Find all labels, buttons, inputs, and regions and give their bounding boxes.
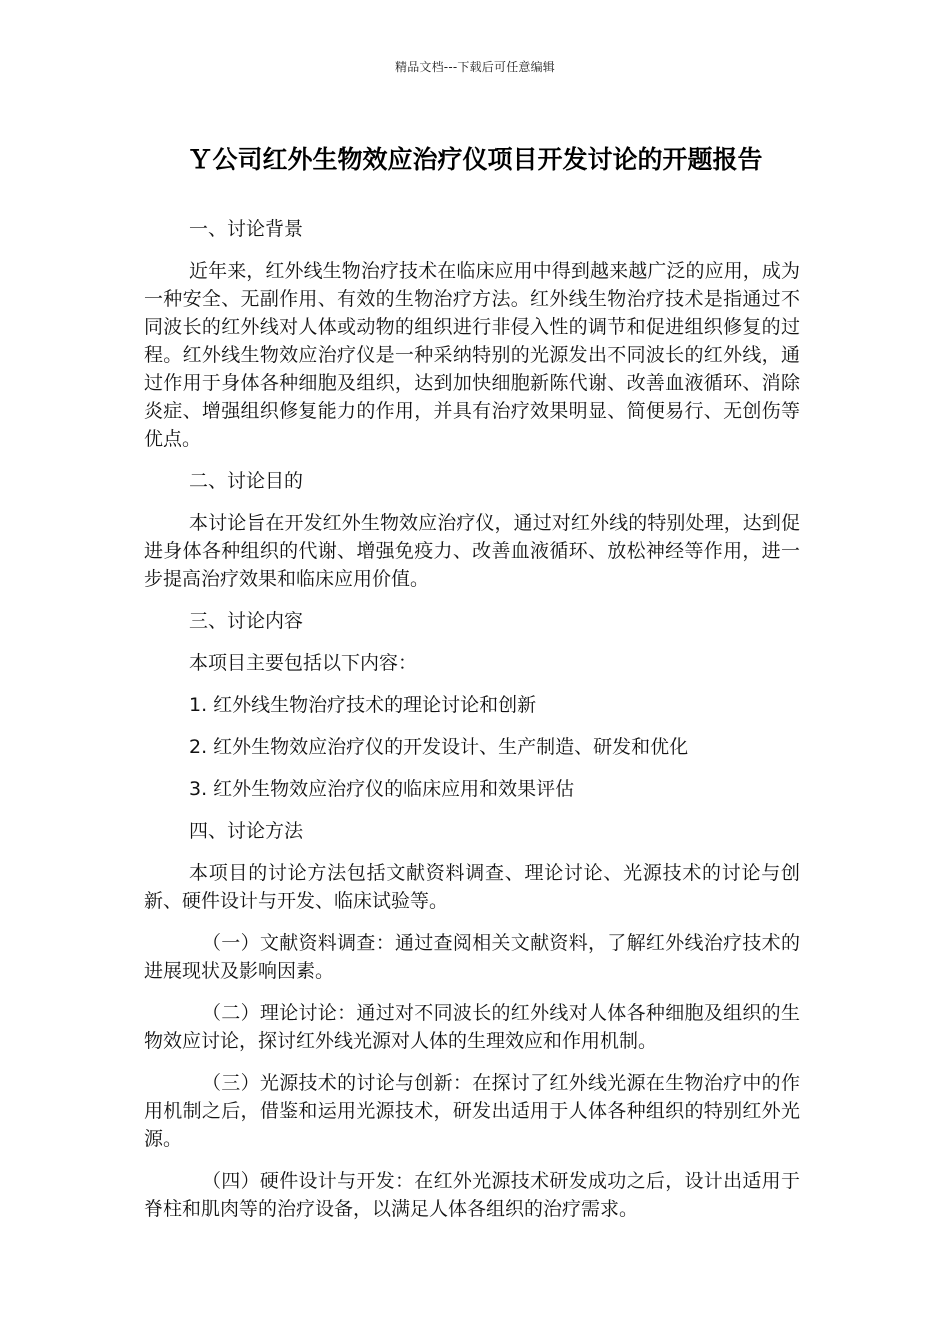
method-literature: （一）文献资料调查：通过查阅相关文献资料，了解红外线治疗技术的进展现状及影响因素。 [144,932,800,982]
document-title: Ｙ公司红外生物效应治疗仪项目开发讨论的开题报告 [187,145,763,174]
paragraph-content-intro: 本项目主要包括以下内容： [189,652,418,674]
paragraph-methods: 本项目的讨论方法包括文献资料调查、理论讨论、光源技术的讨论与创新、硬件设计与开发、临床试验等。 [144,862,800,912]
document-body [144,215,800,1237]
method-light-source: （三）光源技术的讨论与创新：在探讨了红外线光源在生物治疗中的作用机制之后，借鉴和运用光源技术，研发出适用于人体各种组织的特别红外光源。 [144,1072,800,1150]
list-item-2: 2. 红外生物效应治疗仪的开发设计、生产制造、研发和优化 [189,736,689,758]
paragraph-purpose: 本讨论旨在开发红外生物效应治疗仪，通过对红外线的特别处理，达到促进身体各种组织的代谢、增强免疫力、改善血液循环、放松神经等作用，进一步提高治疗效果和临床应用价值。 [144,512,800,590]
section-heading-methods: 四、讨论方法 [189,820,304,842]
list-item-1: 1. 红外线生物治疗技术的理论讨论和创新 [189,694,537,716]
section-heading-background: 一、讨论背景 [189,218,304,240]
section-heading-content: 三、讨论内容 [189,610,304,632]
method-theory: （二）理论讨论：通过对不同波长的红外线对人体各种细胞及组织的生物效应讨论，探讨红外线光源对人体的生理效应和作用机制。 [144,1002,800,1052]
paragraph-background: 近年来，红外线生物治疗技术在临床应用中得到越来越广泛的应用，成为一种安全、无副作用、有效的生物治疗方法。红外线生物治疗技术是指通过不同波长的红外线对人体或动物的组织进行非侵入性的调节和促进组织修复的过程。红外线生物效应治疗仪是一种采纳特别的光源发出不同波长的红外线，通过作用于身体各种细胞及组织，达到加快细胞新陈代谢、改善血液循环、消除炎症、增强组织修复能力的作用，并具有治疗效果明显、简便易行、无创伤等优点。 [144,260,800,450]
section-heading-purpose: 二、讨论目的 [189,470,304,492]
method-hardware: （四）硬件设计与开发：在红外光源技术研发成功之后，设计出适用于脊柱和肌肉等的治疗设备，以满足人体各组织的治疗需求。 [144,1170,800,1220]
header-note: 精品文档---下载后可任意编辑 [395,60,555,74]
list-item-3: 3. 红外生物效应治疗仪的临床应用和效果评估 [189,778,575,800]
